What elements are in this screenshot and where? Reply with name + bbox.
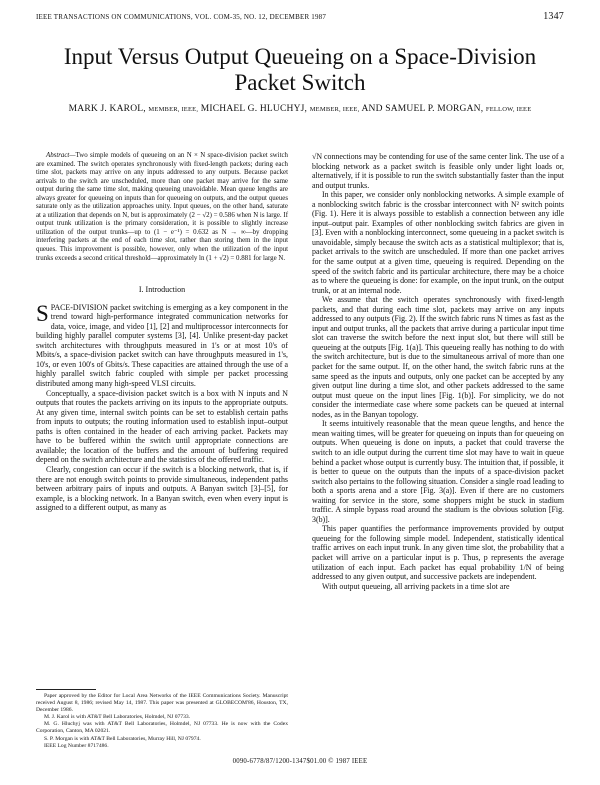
body-paragraph: Clearly, congestion can occur if the switch is a blocking network, that is, if there are not enough switch points to provide simultaneous, independent paths between arbitrary pairs of inputs and outputs. A Banyan switch [3]–[5], for example, is a blocking network. In a Banyan switch, even when every input is assigned to a different output, as many as xyxy=(36,464,288,513)
body-paragraph: Conceptually, a space-division packet switch is a box with N inputs and N outputs that routes the packets arriving on its inputs to the appropriate outputs. At any given time, internal switch points can be set to establish certain paths from inputs to outputs; the routing information used to establish input–output paths is often contained in the header of each arriving packet. Packets may have to be buffered within the switch until appropriate connections are available; the location of the buffers and the amount of buffering required depend on the switch architecture and the statistics of the offered traffic. xyxy=(36,388,288,465)
section-heading: I. Introduction xyxy=(138,285,186,295)
author-name: AND SAMUEL P. MORGAN, xyxy=(361,104,484,114)
footnote: Paper approved by the Editor for Local Area Networks of the IEEE Communications Society. Manuscript received August 8, 1986; revised May 14, 1987. This paper was presented at GLOBECOM'86, Houston, TX, December 1986. xyxy=(36,693,288,714)
running-header xyxy=(36,13,564,25)
footnote: S. P. Morgan is with AT&T Bell Laboratories, Murray Hill, NJ 07974. xyxy=(44,735,201,742)
footnote-rule xyxy=(36,689,96,690)
author-grade: MEMBER, IEEE, xyxy=(148,106,199,113)
abstract-text: Two simple models of queueing on an N × N space-division packet switch are examined. The switch operates synchronously with fixed-length packets; during each time slot, packets may arrive on any inputs addressed to any outputs. Because packet arrivals to the switch are unscheduled, more than one packet may arrive for the same output during the same time slot, making queueing unavoidable. Mean queue lengths are always greater for queueing on inputs than for queueing on outputs, and the output queues saturate only as the utilization approaches unity. Input queues, on the other hand, saturate at a utilization that depends on N, but is approximately (2 − √2) = 0.586 when N is large. If output trunk utilization is the primary consideration, it is possible to slightly increase utilization of the output trunks—up to (1 − e⁻¹) = 0.632 as N → ∞—by dropping interfering packets at the end of each time slot, rather than storing them in the input queues. This improvement is possible, however, only when the utilization of the input trunks exceeds a second critical threshold—approximately ln (1 + √2) = 0.881 for large N. xyxy=(36,152,288,262)
body-paragraph: It seems intuitively reasonable that the mean queue lengths, and hence the mean waiting times, will be greater for queueing on inputs than for queueing on outputs. When queueing is done on inputs, a packet that could traverse the switch to an idle output during the current time slot may have to wait in queue behind a packet whose output is currently busy. The intuition that, if possible, it is better to queue on the outputs than the inputs of a space-division packet switch also pertains to the following situation. Consider a single road leading to both a sports arena and a store [Fig. 3(a)]. Even if there are no customers waiting for service in the store, some shoppers might be stuck in stadium traffic. A simple bypass road around the stadium is the obvious solution [Fig. 3(b)]. xyxy=(312,419,564,524)
author-grade: FELLOW, IEEE xyxy=(485,106,532,113)
footnotes xyxy=(36,689,288,750)
abstract: Abstract—Two simple models of queueing on an N × N space-division packet switch are examined. The switch operates synchronously with fixed-length packets; during each time slot, packets may arrive on any inputs addressed to any outputs. Because packet arrivals to the switch are unscheduled, more than one packet may arrive for the same output during the same time slot, making queueing unavoidable. Mean queue lengths are always greater for queueing on inputs than for queueing on outputs, and the output queues saturate only as the utilization approaches unity. Input queues, on the other hand, saturate at a utilization that depends on N, but is approximately (2 − √2) = 0.586 when N is large. If output trunk utilization is the primary consideration, it is possible to slightly increase utilization of the output trunks—up to (1 − e⁻¹) = 0.632 as N → ∞—by dropping interfering packets at the end of each time slot, rather than storing them in the input queues. This improvement is possible, however, only when the utilization of the input trunks exceeds a second critical threshold—approximately ln (1 + √2) = 0.881 for large N. xyxy=(36,152,288,262)
author-line xyxy=(40,104,560,114)
body-paragraph: This paper quantifies the performance improvements provided by output queueing for the following simple model. Independent, statistically identical traffic arrives on each input trunk. In any given time slot, the probability that a packet will arrive on a particular input is p. Thus, p represents the average utilization of each input. Each packet has equal probability 1/N of being addressed to any given output, and successive packets are independent. xyxy=(312,524,564,582)
footnote: M. G. Hluchyj was with AT&T Bell Laboratories, Holmdel, NJ 07733. He is now with the Codex Corporation, Canton, MA 02021. xyxy=(36,721,288,735)
page-number: 1347 xyxy=(543,11,564,22)
footnote: IEEE Log Number 8717486. xyxy=(44,742,109,749)
author-grade: MEMBER, IEEE, xyxy=(309,106,360,113)
drop-cap: S xyxy=(36,300,49,326)
author-name: MICHAEL G. HLUCHYJ, xyxy=(200,104,308,114)
journal-citation: IEEE TRANSACTIONS ON COMMUNICATIONS, VOL. COM-35, NO. 12, DECEMBER 1987 xyxy=(36,13,327,21)
body-paragraph: √N connections may be contending for use of the same center link. The use of a blocking network as a packet switch is feasible only under light loads or, alternatively, if it is possible to run the switch substantially faster than the input and output trunks. xyxy=(312,152,564,190)
footnote: M. J. Karol is with AT&T Bell Laboratories, Holmdel, NJ 07733. xyxy=(44,714,191,721)
abstract-label: Abstract xyxy=(46,152,70,159)
paper-title: Input Versus Output Queueing on a Space-Division Packet Switch xyxy=(63,44,537,95)
right-column xyxy=(312,152,564,591)
body-paragraph: With output queueing, all arriving packets in a time slot are xyxy=(322,581,510,591)
copyright-footer: 0090-6778/87/1200-1347$01.00 © 1987 IEEE xyxy=(232,758,368,765)
author-name: MARK J. KAROL, xyxy=(68,104,146,114)
body-paragraph: In this paper, we consider only nonblocking networks. A simple example of a nonblocking switch fabric is the crossbar interconnect with N² switch points (Fig. 1). Here it is always possible to establish a connection between any idle input–output pair. Examples of other nonblocking switch fabrics are given in [3]. Even with a nonblocking interconnect, some queueing in a packet switch is unavoidable, simply because the switch acts as a statistical multiplexor; that is, packet arrivals to the switch are unscheduled. If more than one packet arrives for the same output at a given time, queueing is required. Depending on the speed of the switch fabric and its particular architecture, there may be a choice as to where the queueing is done: for example, on the input trunk, on the output trunk, or at an internal node. xyxy=(312,190,564,295)
body-paragraph: We assume that the switch operates synchronously with fixed-length packets, and that during each time slot, packets may arrive on any inputs addressed to any outputs (Fig. 2). If the switch fabric runs N times as fast as the input and output trunks, all the packets that arrive during a particular input time slot can traverse the switch before the next input slot, but there will still be queueing at the outputs [Fig. 1(a)]. This queueing really has nothing to do with the switch architecture, but is due to the simultaneous arrival of more than one packet for the same output. If, on the other hand, the switch fabric runs at the same speed as the inputs and outputs, only one packet can be accepted by any given output line during a time slot, and other packets addressed to the same output must queue on the input lines [Fig. 1(b)]. For simplicity, we do not consider the intermediate case where some packets can be queued at internal nodes, as in the Banyan topology. xyxy=(312,295,564,419)
left-column xyxy=(36,152,288,513)
body-paragraph: SPACE-DIVISION packet switching is emerging as a key component in the trend toward high-performance integrated communication networks for data, voice, image, and video [1], [2] and multiprocessor interconnects for building highly parallel computer systems [3], [4]. Unlike present-day packet switch architectures with throughputs measured in 1's or at most 10's of Mbits/s, a space-division packet switch can have throughputs measured in 1's, 10's, or even 100's of Gbits/s. These capacities are attained through the use of a highly parallel switch fabric coupled with simple per packet processing distributed among many high-speed VLSI circuits. xyxy=(36,300,288,389)
